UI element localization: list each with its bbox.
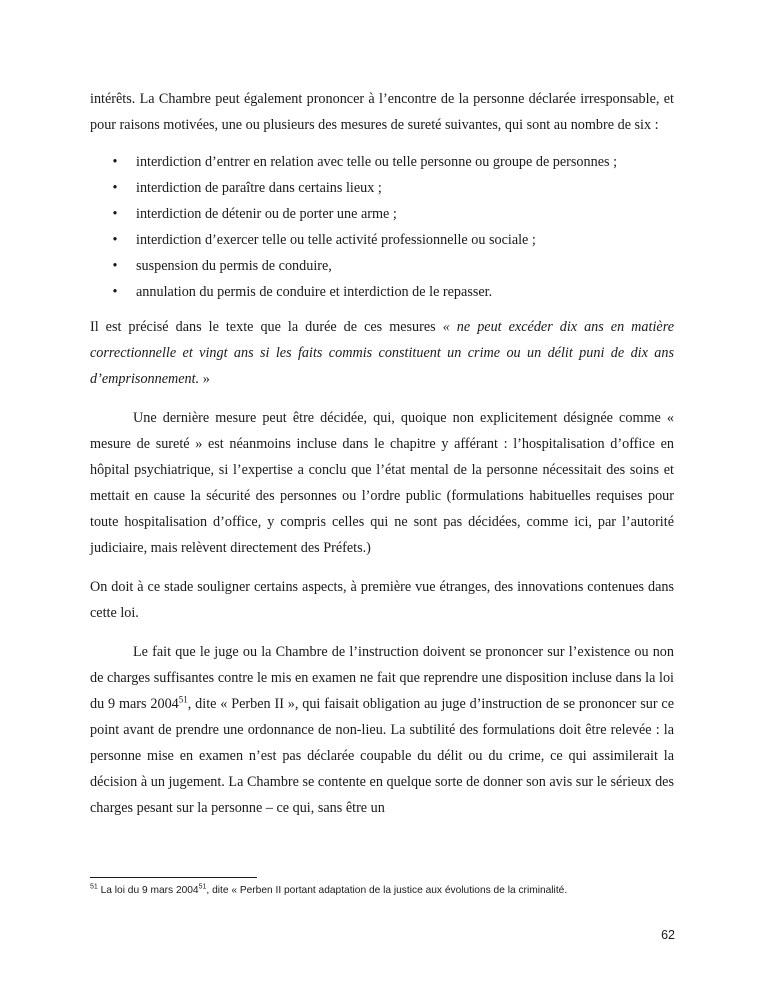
body-text [90,86,674,821]
bullet-icon: • [112,258,118,274]
list-item [90,201,674,227]
footnote [90,884,690,898]
footnote-inner-reference: 51 [198,883,207,891]
bullet-icon: • [112,154,118,170]
list-item [90,149,674,175]
bullet-icon: • [112,206,118,222]
list-item-text: annulation du permis de conduire et interdiction de le repasser. [136,284,493,300]
footnote-separator [90,877,257,878]
list-item-text: interdiction d’entrer en relation avec telle ou telle personne ou groupe de personnes ; [136,154,618,170]
paragraph-innovations: On doit à ce stade souligner certains aspects, à première vue étranges, des innovations contenues dans cette loi. [90,579,674,621]
footnote-text: La loi du 9 mars 2004 [97,885,199,896]
list-item [90,227,674,253]
footnote-number: 51 [90,883,98,891]
list-item [90,253,674,279]
bullet-icon: • [112,232,118,248]
paragraph-intro: Il est précisé dans le texte que la durée de ces mesures [90,319,443,335]
list-item-text: interdiction de détenir ou de porter une arme ; [136,206,397,222]
paragraph-text: , dite « Perben II », qui faisait obligation au juge d’instruction de se prononcer sur ce point avant de prendre une ordonnance de non-lieu. La subtilité des formulations doit être relevée : la personne mise en examen n’est pas déclarée coupable du délit ou du crime, ce qui assimilerait la décision à un jugement. La Chambre se contente en quelque sorte de donner son avis sur le sérieux des charges pesant sur la personne – ce qui, sans être un [90,696,674,816]
page-number: 62 [661,928,675,942]
list-item-text: interdiction de paraître dans certains lieux ; [136,180,382,196]
footnote-text: , dite « Perben II portant adaptation de la justice aux évolutions de la criminalité. [206,885,568,896]
quoted-text: « ne peut excéder dix ans en matière correctionnelle et vingt ans si les faits commis constituent un crime ou un délit puni de dix ans d’emprisonnement. [90,319,674,387]
mesures-de-surete-list [90,149,674,305]
list-item-text: suspension du permis de conduire, [136,258,332,274]
footnote-reference[interactable]: 51 [178,694,188,705]
bullet-icon: • [112,180,118,196]
list-item [90,175,674,201]
paragraph-perben [90,639,674,821]
list-item [90,279,674,305]
paragraph-text: Le fait que le juge ou la Chambre de l’instruction doivent se prononcer sur l’existence ou non de charges suffisantes contre le mis en examen ne fait que reprendre une disposition incluse dans la loi du 9 mars 2004 [90,644,674,712]
list-item-text: interdiction d’exercer telle ou telle activité professionnelle ou sociale ; [136,232,536,248]
quote-close: » [199,371,210,387]
paragraph-hospitalisation: Une dernière mesure peut être décidée, qui, quoique non explicitement désignée comme « mesure de sureté » est néanmoins incluse dans le chapitre y afférant : l’hospitalisation d’office en hôpital psychiatrique, si l’expertise a conclu que l’état mental de la personne nécessitait des soins et mettait en cause la sécurité des personnes ou l’ordre public (formulations habituelles requises pour toute hospitalisation d’office, y compris celles qui ne sont pas décidées, comme ici, par l’autorité judiciaire, mais relèvent directement des Préfets.) [90,410,674,556]
bullet-icon: • [112,284,118,300]
paragraph-continuation: intérêts. La Chambre peut également prononcer à l’encontre de la personne déclarée irresponsable, et pour raisons motivées, une ou plusieurs des mesures de sureté suivantes, qui sont au nombre de six : [90,91,674,133]
paragraph-duree-mesures [90,314,674,392]
